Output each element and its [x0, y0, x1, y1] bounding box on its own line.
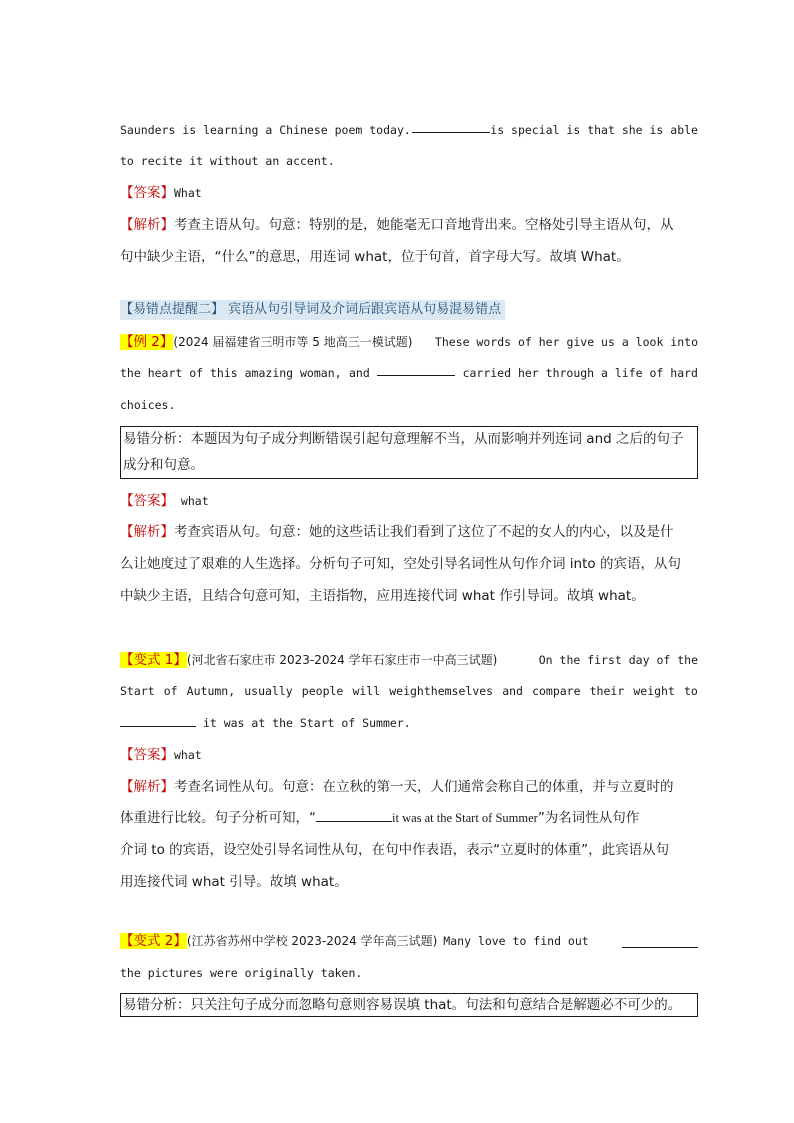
answer-blank — [120, 714, 196, 727]
answer-label: 【答案】 — [120, 747, 174, 763]
question-source: (2024 届福建省三明市等 5 地高三一模试题) — [173, 335, 413, 349]
question-text: is special is that she is able — [490, 123, 698, 137]
answer-line — [120, 183, 698, 203]
analysis-line — [120, 215, 698, 235]
question-line — [120, 151, 698, 171]
question-text: carried her through a life of hard — [462, 366, 698, 380]
error-analysis-box — [120, 426, 698, 479]
section-heading: 【易错点提醒二】 宾语从句引导词及介词后跟宾语从句易混易错点 — [120, 300, 505, 320]
question-text: it was at the Start of Summer. — [202, 716, 411, 730]
word: Autumn, — [186, 684, 236, 698]
analysis-text: 考查名词性从句。句意：在立秋的第一天，人们通常会称自己的体重，并与立夏时的 — [174, 779, 674, 795]
analysis-line — [120, 554, 698, 574]
analysis-text: ”为名词性从句作 — [537, 810, 640, 826]
error-analysis-text: 易错分析：只关注句子成分而忽略句意则容易误填 that。句法和句意结合是解题必不可少的。 — [123, 997, 682, 1013]
analysis-label: 【解析】 — [120, 779, 174, 795]
question-line — [120, 931, 698, 951]
word: will — [352, 684, 381, 698]
analysis-text: 中缺少主语，且结合句意可知，主语指物，应用连接代词 what 作引导词。故填 what。 — [120, 588, 645, 604]
analysis-text: 么让她度过了艰难的人生选择。分析句子可知，空处引导名词性从句作介词 into 的宾语，从句 — [120, 556, 681, 572]
analysis-label: 【解析】 — [120, 217, 174, 233]
answer-blank — [377, 363, 455, 376]
answer-label: 【答案】 — [120, 493, 174, 509]
analysis-text: 句中缺少主语，“什么”的意思，用连词 what，位于句首，首字母大写。故填 What。 — [120, 249, 630, 265]
question-line — [120, 120, 698, 140]
variant-label: 【变式 2】 — [120, 933, 187, 949]
analysis-line — [120, 586, 698, 606]
question-line — [120, 650, 698, 670]
analysis-line — [120, 808, 698, 828]
word: and — [502, 684, 523, 698]
question-line — [120, 332, 698, 352]
error-analysis-text: 易错分析：本题因为句子成分判断错误引起句意理解不当，从而影响并列连词 and 之后的句子 — [123, 431, 684, 447]
analysis-line — [120, 247, 698, 267]
example-label: 【例 2】 — [120, 334, 174, 350]
question-source: (江苏省苏州中学校 2023-2024 学年高三试题) — [186, 934, 438, 948]
variant-label: 【变式 1】 — [120, 652, 187, 668]
question-text: the heart of this amazing woman, — [120, 366, 342, 380]
error-analysis-text: 成分和句意。 — [123, 457, 204, 473]
answer-value: what — [174, 748, 202, 762]
error-analysis-box — [120, 993, 698, 1017]
analysis-text: 用连接代词 what 引导。故填 what。 — [120, 874, 348, 890]
word: of — [163, 684, 178, 698]
answer-label: 【答案】 — [120, 185, 174, 201]
answer-line — [120, 491, 698, 511]
answer-blank — [412, 120, 490, 133]
question-line — [120, 395, 698, 415]
question-text: choices. — [120, 398, 176, 412]
analysis-line — [120, 872, 698, 892]
analysis-line — [120, 777, 698, 797]
question-source: (河北省石家庄市 2023-2024 学年石家庄市一中高三试题) — [186, 653, 498, 667]
answer-value: what — [174, 494, 209, 508]
answer-blank — [316, 809, 392, 822]
question-text: These words of her give us a look into — [434, 335, 698, 349]
question-text: and — [348, 366, 370, 380]
word: to — [683, 684, 698, 698]
analysis-text: 考查宾语从句。句意：她的这些话让我们看到了这位了不起的女人的内心，以及是什 — [174, 524, 674, 540]
analysis-line — [120, 522, 698, 542]
word: usually — [244, 684, 293, 698]
question-text: On the first day of the — [538, 653, 698, 667]
question-text: Many love to find out — [443, 934, 589, 948]
word: people — [301, 684, 344, 698]
analysis-text: 考查主语从句。句意：特别的是，她能毫无口音地背出来。空格处引导主语从句，从 — [174, 217, 674, 233]
analysis-line — [120, 840, 698, 860]
question-line — [120, 713, 698, 733]
analysis-text: it was at the Start of Summer — [392, 811, 538, 825]
word: their — [589, 684, 625, 698]
word: weight — [633, 684, 675, 698]
analysis-text: 介词 to 的宾语，设空处引导名词性从句，在句中作表语，表示“立夏时的体重”，此宾语从句 — [120, 842, 670, 858]
question-text: to recite it without an accent. — [120, 154, 335, 168]
question-line — [120, 681, 698, 701]
question-line — [120, 363, 698, 383]
analysis-label: 【解析】 — [120, 524, 174, 540]
word: weighthemselves — [389, 684, 494, 698]
answer-line — [120, 745, 698, 765]
word: compare — [532, 684, 581, 698]
question-line — [120, 963, 698, 983]
question-text: Saunders is learning a Chinese poem today. — [120, 123, 411, 137]
word: Start — [120, 684, 155, 698]
answer-value: What — [174, 186, 202, 200]
analysis-text: 体重进行比较。句子分析可知，“ — [120, 810, 316, 826]
question-text: the pictures were originally taken. — [120, 966, 363, 980]
answer-blank — [622, 935, 698, 948]
